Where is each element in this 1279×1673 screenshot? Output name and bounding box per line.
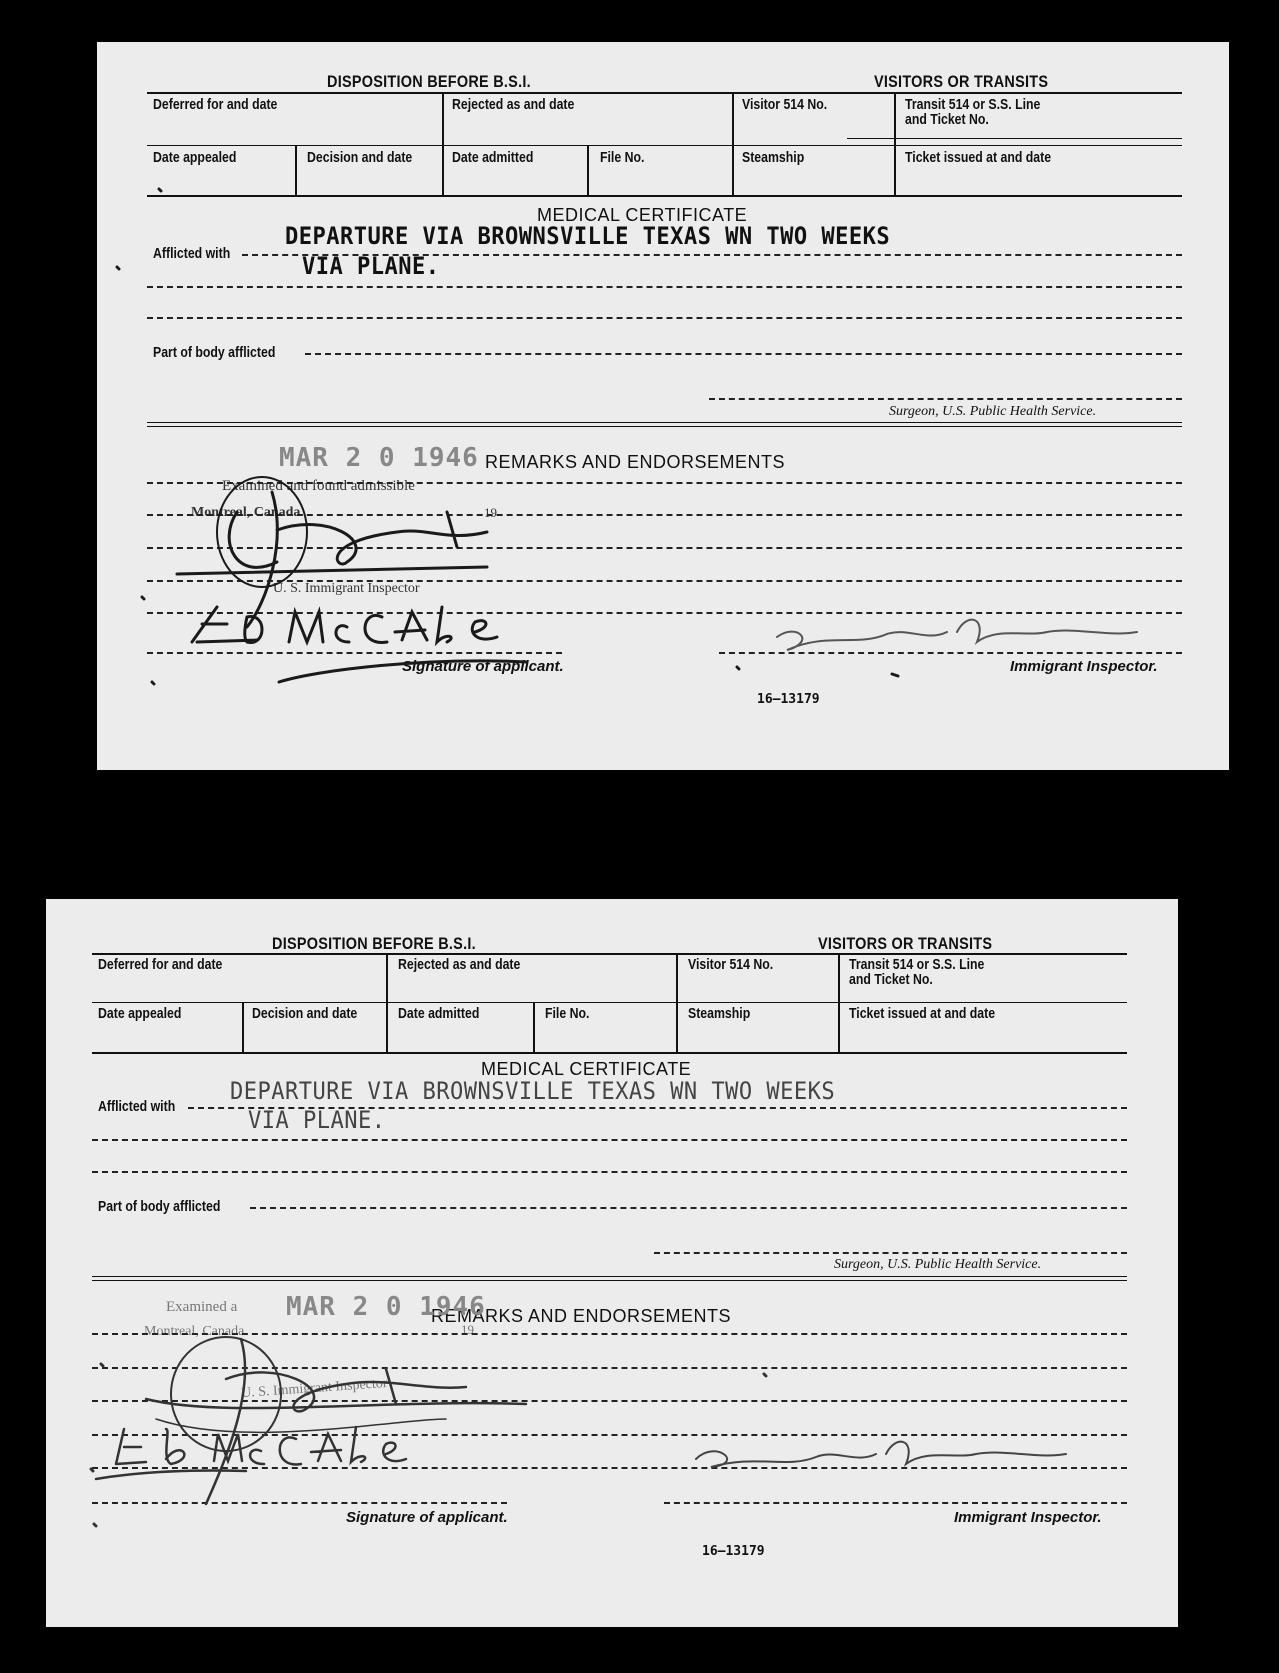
date-admitted-label: Date admitted <box>398 1005 480 1022</box>
afflicted-with-label: Afflicted with <box>98 1098 176 1115</box>
date-stamp: MAR 2 0 1946 <box>279 443 479 473</box>
remarks-title: REMARKS AND ENDORSEMENTS <box>431 1306 732 1326</box>
ticket-no-label: and Ticket No. <box>849 971 933 988</box>
decision-label: Decision and date <box>307 149 413 166</box>
ticket-issued-label: Ticket issued at and date <box>849 1005 996 1022</box>
applicant-signature-caption: Signature of applicant. <box>402 658 564 675</box>
stamp-year-text: 19 <box>484 505 497 520</box>
medical-certificate-title: MEDICAL CERTIFICATE <box>481 1059 692 1079</box>
transit-514-label: Transit 514 or S.S. Line <box>849 956 985 973</box>
applicant-signature <box>192 607 527 682</box>
inspector-signature-caption: Immigrant Inspector. <box>1010 658 1158 675</box>
surgeon-caption: Surgeon, U.S. Public Health Service. <box>834 1257 1042 1272</box>
deferred-label: Deferred for and date <box>98 956 223 973</box>
form-serial-number: 16—13179 <box>702 1544 765 1559</box>
applicant-signature-caption: Signature of applicant. <box>346 1509 508 1526</box>
typed-remark-line1: DEPARTURE VIA BROWNSVILLE TEXAS WN TWO WEEKS <box>230 1077 836 1105</box>
stamp-examined-text: Examined a <box>166 1299 238 1315</box>
visitors-header: VISITORS OR TRANSITS <box>818 934 993 953</box>
typed-remark-line2: VIA PLANE. <box>302 252 440 280</box>
immigration-card-bottom <box>46 899 1178 1627</box>
part-of-body-label: Part of body afflicted <box>98 1198 221 1215</box>
ticket-no-label: and Ticket No. <box>905 111 989 128</box>
steamship-label: Steamship <box>742 149 805 166</box>
steamship-label: Steamship <box>688 1005 751 1022</box>
afflicted-with-label: Afflicted with <box>153 245 231 262</box>
date-stamp: MAR 2 0 1946 <box>286 1292 486 1322</box>
inspector-mark <box>177 567 487 574</box>
immigration-card-top <box>97 42 1229 770</box>
typed-remark-line1: DEPARTURE VIA BROWNSVILLE TEXAS WN TWO WEEKS <box>285 222 891 250</box>
applicant-signature <box>96 1427 406 1479</box>
file-no-label: File No. <box>545 1005 590 1022</box>
form-serial-number: 16—13179 <box>757 692 820 707</box>
stamp-montreal-text: Montreal, Canada <box>191 505 301 520</box>
date-admitted-label: Date admitted <box>452 149 534 166</box>
visitors-header: VISITORS OR TRANSITS <box>874 72 1049 91</box>
medical-certificate-title: MEDICAL CERTIFICATE <box>537 205 748 225</box>
date-appealed-label: Date appealed <box>153 149 237 166</box>
surgeon-caption: Surgeon, U.S. Public Health Service. <box>889 404 1097 419</box>
disposition-header: DISPOSITION BEFORE B.S.I. <box>272 934 476 953</box>
stamp-underline <box>156 1419 446 1432</box>
file-no-label: File No. <box>600 149 645 166</box>
visitor-514-label: Visitor 514 No. <box>688 956 774 973</box>
inspector-signature <box>696 1442 1066 1467</box>
decision-label: Decision and date <box>252 1005 358 1022</box>
remarks-title: REMARKS AND ENDORSEMENTS <box>485 452 786 472</box>
stamp-inspector-caption: U. S. Immigrant Inspector <box>240 1375 388 1402</box>
stamp-montreal-text: Montreal, Canada <box>144 1324 245 1339</box>
stamp-examined-text: Examined and found admissible <box>222 478 415 494</box>
part-of-body-label: Part of body afflicted <box>153 344 276 361</box>
visitor-514-label: Visitor 514 No. <box>742 96 828 113</box>
stamp-loop <box>171 1337 281 1451</box>
ticket-issued-label: Ticket issued at and date <box>905 149 1052 166</box>
rejected-label: Rejected as and date <box>452 96 575 113</box>
handwriting-overlay <box>97 42 1229 770</box>
stamp-initials-signature <box>146 1339 526 1504</box>
date-appealed-label: Date appealed <box>98 1005 182 1022</box>
typed-remark-line2: VIA PLANE. <box>248 1106 386 1134</box>
handwriting-overlay <box>46 899 1178 1627</box>
inspector-signature <box>777 620 1137 650</box>
stamp-inspector-caption: U. S. Immigrant Inspector <box>273 581 420 596</box>
stamp-initials-signature <box>229 492 487 627</box>
disposition-header: DISPOSITION BEFORE B.S.I. <box>327 72 531 91</box>
stamp-year-text: 19 <box>461 1322 474 1337</box>
rejected-label: Rejected as and date <box>398 956 521 973</box>
transit-514-label: Transit 514 or S.S. Line <box>905 96 1041 113</box>
deferred-label: Deferred for and date <box>153 96 278 113</box>
inspector-signature-caption: Immigrant Inspector. <box>954 1509 1102 1526</box>
